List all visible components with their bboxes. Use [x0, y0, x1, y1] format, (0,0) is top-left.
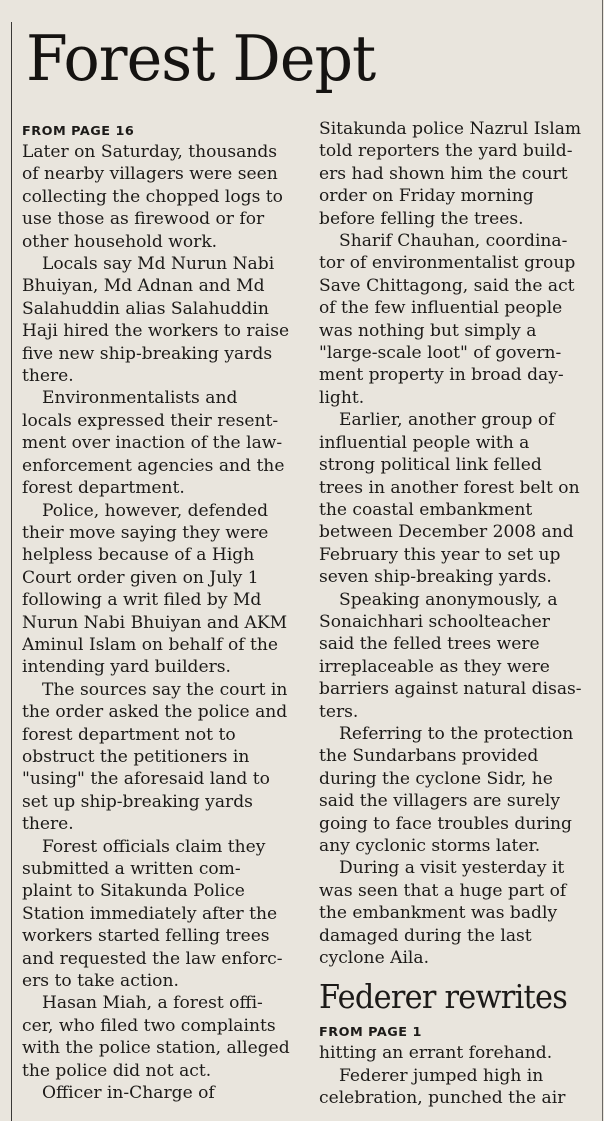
text-line: hitting an errant forehand.: [319, 1043, 553, 1064]
page-headline: Forest Dept: [26, 22, 376, 95]
text-line: the police did not act.: [22, 1060, 212, 1081]
text-line: the embankment was badly: [319, 903, 558, 924]
paragraph: [22, 1082, 294, 1104]
text-line: intending yard builders.: [22, 657, 231, 678]
text-line: said the felled trees were: [319, 634, 540, 655]
text-line: light.: [319, 387, 365, 408]
text-line: their move saying they were: [22, 522, 269, 543]
text-line: during the cyclone Sidr, he: [319, 768, 553, 789]
text-line: irreplaceable as they were: [319, 656, 550, 677]
text-line: the order asked the police and: [22, 702, 288, 723]
jump-kicker: FROM PAGE 16: [22, 124, 135, 139]
paragraph: [22, 992, 294, 1082]
article-column-right: [319, 118, 591, 1110]
text-line: Sharif Chauhan, coordina-: [339, 231, 568, 252]
text-line: seven ship-breaking yards.: [319, 567, 552, 588]
text-line: cyclone Aila.: [319, 948, 430, 969]
text-line: Officer in-Charge of: [42, 1083, 215, 1104]
text-line: tor of environmentalist group: [319, 253, 576, 274]
text-line: ment over inaction of the law-: [22, 433, 283, 454]
text-line: Locals say Md Nurun Nabi: [42, 254, 275, 275]
second-story-kicker: FROM PAGE 1: [319, 1025, 422, 1041]
text-line: Environmentalists and: [42, 388, 238, 409]
text-line: Speaking anonymously, a: [339, 589, 558, 610]
text-line: Sonaichhari schoolteacher: [319, 611, 550, 632]
paragraph: [22, 500, 294, 679]
text-line: February this year to set up: [319, 544, 561, 565]
paragraph: [319, 118, 591, 230]
text-line: collecting the chopped logs to: [22, 186, 283, 207]
text-line: ment property in broad day-: [319, 365, 564, 386]
text-line: Station immediately after the: [22, 903, 278, 924]
text-line: the Sundarbans provided: [319, 746, 539, 767]
text-line: damaged during the last: [319, 925, 532, 946]
text-line: before felling the trees.: [319, 208, 524, 229]
text-line: "large-scale loot" of govern-: [319, 343, 562, 364]
second-story-body: [319, 1042, 591, 1109]
paragraph: [319, 857, 591, 969]
text-line: influential people with a: [319, 432, 530, 453]
text-line: going to face troubles during: [319, 813, 572, 834]
text-line: of nearby villagers were seen: [22, 164, 278, 185]
text-line: Later on Saturday, thousands: [22, 142, 278, 162]
text-line: workers started felling trees: [22, 926, 270, 947]
text-line: the coastal embankment: [319, 499, 533, 520]
text-line: and requested the law enforc-: [22, 948, 283, 969]
paragraph: [319, 723, 591, 857]
text-line: Referring to the protection: [339, 723, 574, 744]
article-column-left: [22, 123, 294, 1104]
text-line: Earlier, another group of: [339, 410, 555, 431]
text-line: Forest officials claim they: [42, 836, 266, 857]
article-body-left: [22, 141, 294, 1104]
paragraph: [319, 230, 591, 409]
text-line: Hasan Miah, a forest offi-: [42, 993, 263, 1014]
paragraph: [22, 253, 294, 387]
text-line: cer, who filed two complaints: [22, 1015, 276, 1036]
text-line: During a visit yesterday it: [339, 858, 565, 879]
text-line: following a writ filed by Md: [22, 590, 262, 611]
text-line: Haji hired the workers to raise: [22, 321, 290, 342]
paragraph: [22, 836, 294, 993]
text-line: helpless because of a High: [22, 545, 255, 566]
text-line: told reporters the yard build-: [319, 141, 573, 162]
text-line: of the few influential people: [319, 298, 563, 319]
text-line: forest department.: [22, 478, 185, 499]
text-line: Salahuddin alias Salahuddin: [22, 298, 269, 319]
text-line: forest department not to: [22, 724, 236, 745]
text-line: barriers against natural disas-: [319, 679, 582, 700]
text-line: ers to take action.: [22, 971, 179, 992]
text-line: ers had shown him the court: [319, 163, 568, 184]
text-line: strong political link felled: [319, 455, 542, 476]
column-rule-right: [602, 0, 603, 1121]
text-line: between December 2008 and: [319, 522, 574, 543]
text-line: ters.: [319, 701, 359, 722]
text-line: Nurun Nabi Bhuiyan and AKM: [22, 612, 288, 633]
text-line: Bhuiyan, Md Adnan and Md: [22, 276, 265, 297]
paragraph: [319, 409, 591, 588]
second-story-headline: Federer rewrites: [319, 977, 568, 1017]
text-line: Sitakunda police Nazrul Islam: [319, 119, 582, 139]
text-line: Federer jumped high in: [339, 1065, 544, 1086]
paragraph: [319, 1065, 591, 1110]
text-line: locals expressed their resent-: [22, 410, 279, 431]
text-line: there.: [22, 814, 74, 835]
text-line: plaint to Sitakunda Police: [22, 881, 245, 902]
text-line: submitted a written com-: [22, 859, 241, 879]
paragraph: [22, 387, 294, 499]
text-line: "using" the aforesaid land to: [22, 769, 270, 790]
text-line: five new ship-breaking yards: [22, 343, 273, 364]
text-line: The sources say the court in: [42, 679, 288, 700]
text-line: other household work.: [22, 231, 218, 252]
paragraph: [22, 141, 294, 253]
text-line: was nothing but simply a: [319, 320, 537, 341]
text-line: order on Friday morning: [319, 186, 534, 207]
paragraph: [319, 1042, 591, 1064]
text-line: enforcement agencies and the: [22, 455, 285, 476]
text-line: obstruct the petitioners in: [22, 746, 250, 767]
article-body-right: [319, 118, 591, 969]
text-line: with the police station, alleged: [22, 1038, 290, 1059]
text-line: there.: [22, 366, 74, 387]
text-line: said the villagers are surely: [319, 791, 561, 812]
text-line: was seen that a huge part of: [319, 880, 567, 901]
paragraph: [319, 589, 591, 723]
text-line: Police, however, defended: [42, 500, 269, 521]
text-line: Save Chittagong, said the act: [319, 275, 575, 296]
text-line: Aminul Islam on behalf of the: [22, 634, 279, 655]
text-line: any cyclonic storms later.: [319, 836, 541, 856]
text-line: Court order given on July 1: [22, 567, 259, 588]
text-line: use those as firewood or for: [22, 209, 265, 230]
paragraph: [22, 679, 294, 836]
column-rule-left: [11, 22, 12, 1121]
text-line: trees in another forest belt on: [319, 477, 580, 498]
text-line: celebration, punched the air: [319, 1088, 566, 1109]
text-line: set up ship-breaking yards: [22, 791, 253, 812]
